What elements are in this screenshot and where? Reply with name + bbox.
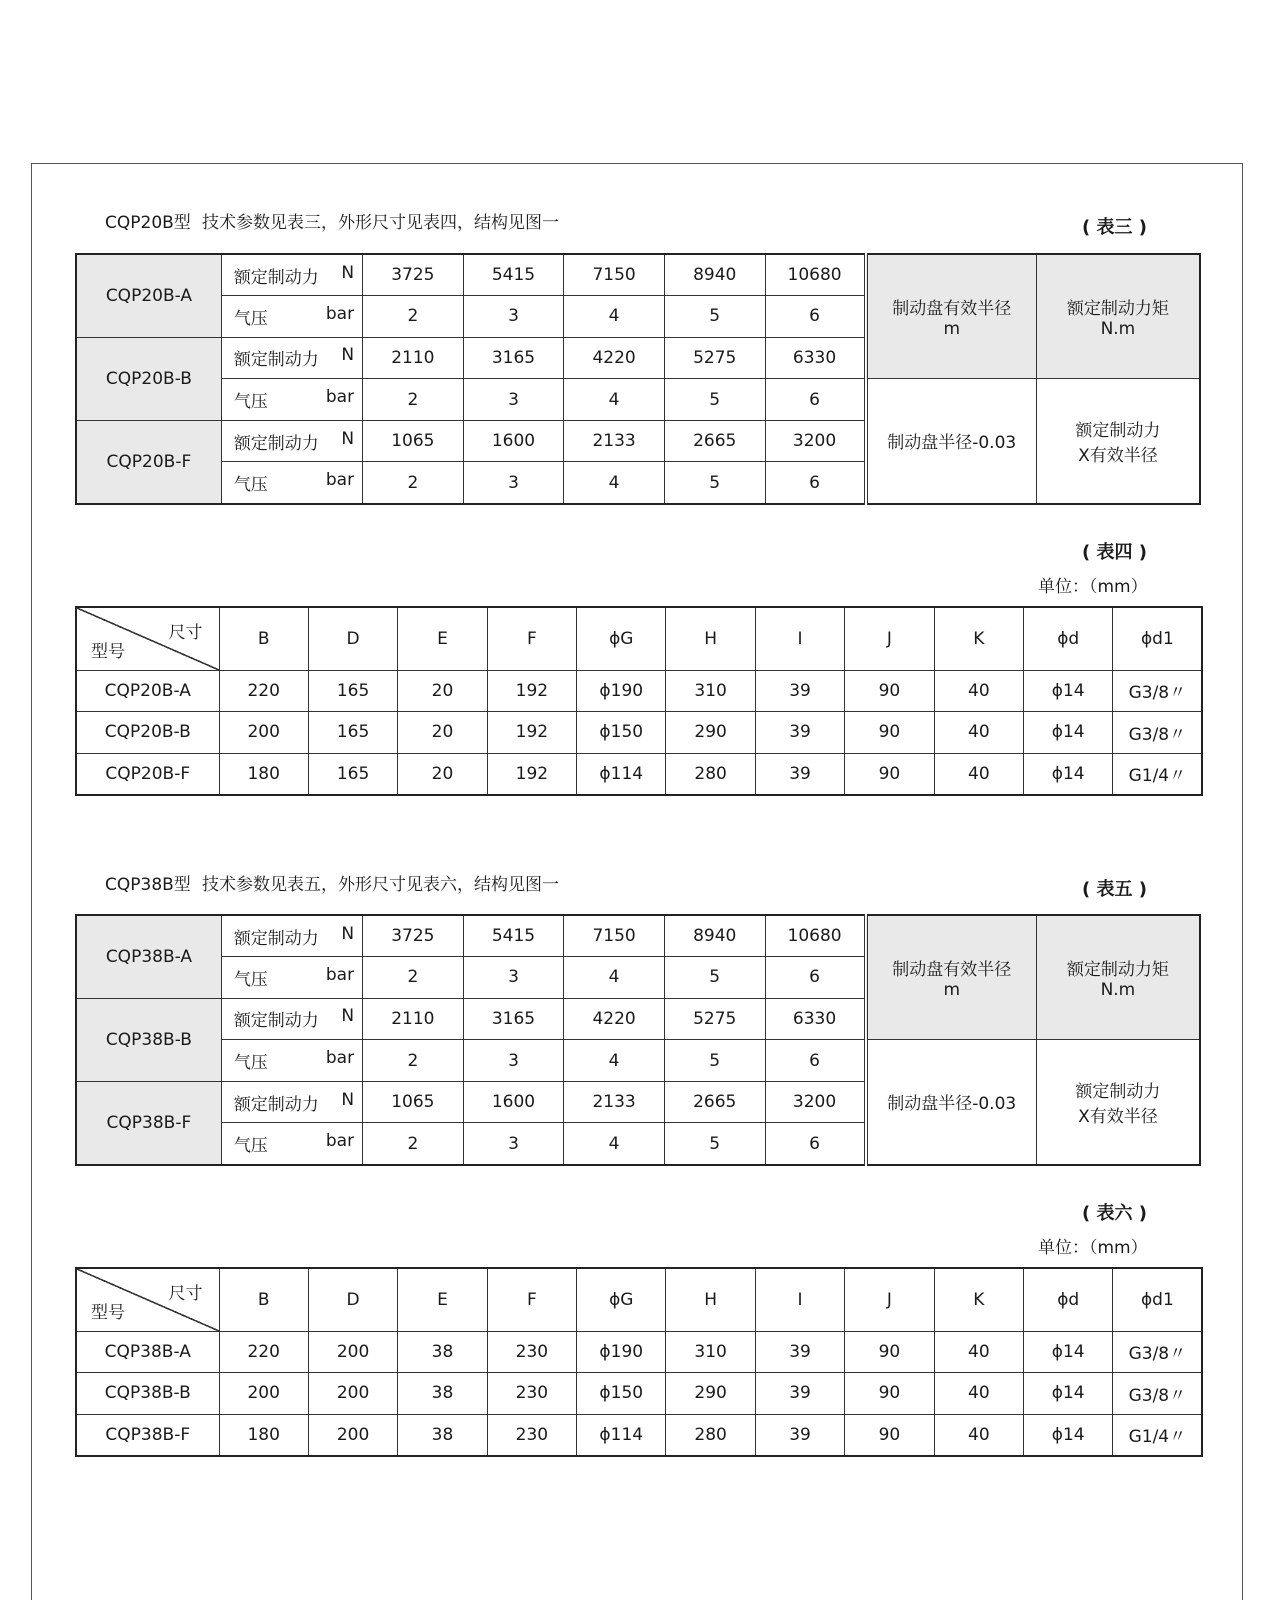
- dimension-value: ϕ14: [1024, 753, 1113, 795]
- pressure-value: 5: [664, 1040, 765, 1082]
- pressure-label: 气压: [233, 969, 268, 990]
- dim-table-wrap-1: [75, 606, 1201, 796]
- effective-radius-formula: 制动盘半径-0.03: [866, 1040, 1037, 1165]
- rated-torque-formula: [1036, 1040, 1200, 1165]
- force-label: 额定制动力: [233, 1011, 319, 1032]
- pressure-label: 气压: [233, 392, 268, 413]
- pressure-value: 3: [463, 1123, 564, 1165]
- dimension-value: ϕ14: [1024, 1331, 1113, 1373]
- column-header: H: [666, 1268, 755, 1331]
- rated-torque-header: [1036, 915, 1200, 1040]
- dimension-value: 90: [845, 670, 934, 712]
- effective-radius-header: [866, 915, 1037, 1040]
- force-unit: N: [341, 262, 355, 283]
- model-cell: CQP38B-F: [76, 1081, 221, 1164]
- corner-label-size: 尺寸: [168, 623, 203, 643]
- force-unit: N: [341, 923, 355, 944]
- rated-torque-title: 额定制动力矩: [1066, 960, 1169, 981]
- force-value: 6330: [765, 337, 866, 379]
- table-row: [76, 712, 1202, 754]
- pressure-value: 2: [363, 957, 464, 999]
- force-value: 1065: [363, 420, 464, 462]
- pressure-unit: bar: [325, 1131, 355, 1152]
- force-unit: N: [341, 1089, 355, 1110]
- pressure-value: 3: [463, 379, 564, 421]
- column-header: E: [398, 607, 487, 670]
- dimension-value: 180: [219, 1414, 308, 1456]
- rated-torque-unit: N.m: [1100, 980, 1136, 1001]
- header-corner-cell: [76, 1268, 219, 1331]
- force-value: 5415: [463, 915, 564, 957]
- force-value: 4220: [564, 337, 665, 379]
- force-value: 3200: [765, 420, 866, 462]
- effective-radius-unit: m: [943, 319, 960, 340]
- dimension-value: 230: [487, 1331, 576, 1373]
- rated-torque-formula-line1: 额定制动力: [1075, 420, 1161, 441]
- force-value: 5415: [463, 254, 564, 296]
- dimension-value: ϕ14: [1024, 1373, 1113, 1415]
- dimension-value: 90: [845, 712, 934, 754]
- section-heading-cqp20b: [75, 208, 559, 233]
- rated-torque-formula-line1: 额定制动力: [1075, 1081, 1161, 1102]
- pressure-value: 3: [463, 462, 564, 504]
- pressure-value: 4: [564, 1123, 665, 1165]
- column-header: B: [219, 1268, 308, 1331]
- column-header: I: [755, 607, 844, 670]
- dimension-value: 38: [398, 1414, 487, 1456]
- pressure-value: 3: [463, 296, 564, 338]
- dimension-value: 39: [755, 712, 844, 754]
- pressure-label-cell: [221, 296, 362, 338]
- rated-torque-unit: N.m: [1100, 319, 1136, 340]
- dimension-value: 290: [666, 1373, 755, 1415]
- dimension-value: 39: [755, 753, 844, 795]
- param-table: [75, 253, 1201, 505]
- dimension-value: ϕ190: [577, 1331, 666, 1373]
- column-header: B: [219, 607, 308, 670]
- force-label: 额定制动力: [233, 267, 319, 288]
- pressure-value: 6: [765, 379, 866, 421]
- effective-radius-unit: m: [943, 980, 960, 1001]
- dimension-value: 20: [398, 753, 487, 795]
- force-value: 2110: [363, 337, 464, 379]
- section-model: CQP38B型: [105, 875, 191, 895]
- pressure-label-cell: [221, 1123, 362, 1165]
- pressure-value: 4: [564, 379, 665, 421]
- force-label-cell: [221, 1081, 362, 1123]
- force-value: 3200: [765, 1081, 866, 1123]
- force-value: 7150: [564, 254, 665, 296]
- rated-torque-formula-line2: X有效半径: [1078, 1106, 1158, 1127]
- dimension-value: G1/4〃: [1113, 753, 1202, 795]
- dimension-value: 40: [934, 753, 1023, 795]
- dimension-value: 192: [487, 670, 576, 712]
- force-label-cell: [221, 915, 362, 957]
- pressure-label-cell: [221, 957, 362, 999]
- dimension-value: ϕ14: [1024, 1414, 1113, 1456]
- model-cell: CQP20B-A: [76, 670, 219, 712]
- force-value: 6330: [765, 998, 866, 1040]
- dimension-value: 40: [934, 1331, 1023, 1373]
- dimension-value: G3/8〃: [1113, 1331, 1202, 1373]
- force-value: 10680: [765, 254, 866, 296]
- dimension-value: 290: [666, 712, 755, 754]
- pressure-value: 2: [363, 1040, 464, 1082]
- dimension-value: 200: [308, 1373, 397, 1415]
- column-header: ϕd1: [1113, 607, 1202, 670]
- param-table-wrap-2: [75, 914, 1201, 1166]
- pressure-value: 5: [664, 1123, 765, 1165]
- pressure-label: 气压: [233, 1136, 268, 1157]
- pressure-value: 5: [664, 462, 765, 504]
- dimension-value: 165: [308, 712, 397, 754]
- table-row: [76, 670, 1202, 712]
- pressure-value: 5: [664, 296, 765, 338]
- column-header: ϕd: [1024, 1268, 1113, 1331]
- force-label-cell: [221, 998, 362, 1040]
- model-cell: CQP38B-B: [76, 1373, 219, 1415]
- force-value: 10680: [765, 915, 866, 957]
- force-value: 3165: [463, 998, 564, 1040]
- corner-label-size: 尺寸: [168, 1284, 203, 1304]
- dimension-value: ϕ150: [577, 712, 666, 754]
- pressure-value: 6: [765, 296, 866, 338]
- pressure-label-cell: [221, 1040, 362, 1082]
- dimension-value: ϕ150: [577, 1373, 666, 1415]
- rated-torque-title: 额定制动力矩: [1066, 299, 1169, 320]
- effective-radius-header: [866, 254, 1037, 379]
- model-cell: CQP38B-F: [76, 1414, 219, 1456]
- table-tag-4: ( 表四 ): [1082, 542, 1147, 563]
- column-header: ϕG: [577, 607, 666, 670]
- dimension-value: 165: [308, 670, 397, 712]
- pressure-value: 3: [463, 957, 564, 999]
- dimension-value: 230: [487, 1414, 576, 1456]
- pressure-unit: bar: [325, 964, 355, 985]
- pressure-label-cell: [221, 462, 362, 504]
- pressure-value: 3: [463, 1040, 564, 1082]
- dimension-value: G3/8〃: [1113, 670, 1202, 712]
- column-header: D: [308, 1268, 397, 1331]
- dimension-value: 220: [219, 1331, 308, 1373]
- column-header: E: [398, 1268, 487, 1331]
- dimension-value: 40: [934, 712, 1023, 754]
- column-header: ϕd: [1024, 607, 1113, 670]
- table-row: [76, 1414, 1202, 1456]
- force-value: 4220: [564, 998, 665, 1040]
- section-model: CQP20B型: [105, 213, 191, 233]
- force-label: 额定制动力: [233, 1094, 319, 1115]
- column-header: F: [487, 1268, 576, 1331]
- force-value: 8940: [664, 254, 765, 296]
- param-table-wrap-1: [75, 253, 1201, 505]
- section-description: 技术参数见表五，外形尺寸见表六，结构见图一: [202, 875, 559, 895]
- dimension-value: 165: [308, 753, 397, 795]
- dimension-value: 230: [487, 1373, 576, 1415]
- pressure-value: 2: [363, 379, 464, 421]
- column-header: J: [845, 1268, 934, 1331]
- pressure-label: 气压: [233, 1053, 268, 1074]
- dimension-value: 180: [219, 753, 308, 795]
- dimension-value: 39: [755, 1414, 844, 1456]
- pressure-unit: bar: [325, 470, 355, 491]
- model-cell: CQP38B-B: [76, 998, 221, 1081]
- force-value: 3725: [363, 254, 464, 296]
- dimension-value: 200: [308, 1414, 397, 1456]
- column-header: H: [666, 607, 755, 670]
- dimension-value: 39: [755, 1331, 844, 1373]
- dimension-value: 192: [487, 753, 576, 795]
- dimension-value: 20: [398, 712, 487, 754]
- force-value: 2133: [564, 1081, 665, 1123]
- dimension-value: ϕ114: [577, 753, 666, 795]
- force-value: 2665: [664, 420, 765, 462]
- force-unit: N: [341, 428, 355, 449]
- dimension-value: 200: [219, 712, 308, 754]
- pressure-unit: bar: [325, 1048, 355, 1069]
- corner-label-model: 型号: [91, 641, 125, 662]
- pressure-value: 2: [363, 462, 464, 504]
- rated-torque-formula-line2: X有效半径: [1078, 445, 1158, 466]
- dimension-table: [75, 1267, 1203, 1457]
- model-cell: CQP38B-A: [76, 915, 221, 998]
- dimension-value: 90: [845, 1414, 934, 1456]
- dimension-value: 90: [845, 753, 934, 795]
- pressure-label: 气压: [233, 475, 268, 496]
- force-label: 额定制动力: [233, 350, 319, 371]
- force-value: 1065: [363, 1081, 464, 1123]
- force-value: 5275: [664, 998, 765, 1040]
- pressure-value: 6: [765, 1123, 866, 1165]
- force-value: 2133: [564, 420, 665, 462]
- model-cell: CQP20B-F: [76, 420, 221, 503]
- dimension-value: G3/8〃: [1113, 712, 1202, 754]
- table-row: [76, 1331, 1202, 1373]
- force-value: 2665: [664, 1081, 765, 1123]
- force-value: 1600: [463, 420, 564, 462]
- table-tag-5: ( 表五 ): [1082, 879, 1147, 900]
- pressure-value: 4: [564, 1040, 665, 1082]
- pressure-value: 5: [664, 957, 765, 999]
- dimension-value: 310: [666, 670, 755, 712]
- column-header: F: [487, 607, 576, 670]
- force-label-cell: [221, 254, 362, 296]
- dimension-value: G3/8〃: [1113, 1373, 1202, 1415]
- pressure-label: 气压: [233, 308, 268, 329]
- dimension-value: 200: [308, 1331, 397, 1373]
- force-label: 额定制动力: [233, 928, 319, 949]
- dimension-value: ϕ14: [1024, 712, 1113, 754]
- dimension-value: 20: [398, 670, 487, 712]
- param-table: [75, 914, 1201, 1166]
- force-label: 额定制动力: [233, 433, 319, 454]
- dimension-value: 90: [845, 1373, 934, 1415]
- pressure-label-cell: [221, 379, 362, 421]
- unit-label: 单位：（mm）: [1038, 1238, 1148, 1258]
- pressure-value: 4: [564, 957, 665, 999]
- dimension-value: G1/4〃: [1113, 1414, 1202, 1456]
- corner-label-model: 型号: [91, 1302, 125, 1323]
- pressure-value: 6: [765, 1040, 866, 1082]
- column-header: ϕd1: [1113, 1268, 1202, 1331]
- model-cell: CQP20B-B: [76, 337, 221, 420]
- model-cell: CQP38B-A: [76, 1331, 219, 1373]
- effective-radius-formula: 制动盘半径-0.03: [866, 379, 1037, 504]
- pressure-value: 6: [765, 462, 866, 504]
- table-row: [76, 753, 1202, 795]
- model-cell: CQP20B-A: [76, 254, 221, 337]
- unit-label: 单位：（mm）: [1038, 577, 1148, 597]
- force-label-cell: [221, 420, 362, 462]
- dimension-value: 280: [666, 1414, 755, 1456]
- dimension-value: 39: [755, 1373, 844, 1415]
- dim-table-wrap-2: [75, 1267, 1201, 1457]
- pressure-value: 4: [564, 462, 665, 504]
- force-unit: N: [341, 1006, 355, 1027]
- column-header: K: [934, 607, 1023, 670]
- pressure-value: 6: [765, 957, 866, 999]
- section-description: 技术参数见表三，外形尺寸见表四，结构见图一: [202, 213, 559, 233]
- dimension-value: 280: [666, 753, 755, 795]
- column-header: D: [308, 607, 397, 670]
- dimension-value: 90: [845, 1331, 934, 1373]
- dimension-value: ϕ114: [577, 1414, 666, 1456]
- pressure-value: 2: [363, 296, 464, 338]
- force-value: 8940: [664, 915, 765, 957]
- rated-torque-header: [1036, 254, 1200, 379]
- effective-radius-title: 制动盘有效半径: [892, 299, 1012, 320]
- pressure-unit: bar: [325, 303, 355, 324]
- column-header: ϕG: [577, 1268, 666, 1331]
- dimension-value: ϕ14: [1024, 670, 1113, 712]
- dimension-value: 39: [755, 670, 844, 712]
- dimension-table: [75, 606, 1203, 796]
- dimension-value: 192: [487, 712, 576, 754]
- force-value: 3165: [463, 337, 564, 379]
- force-value: 7150: [564, 915, 665, 957]
- dimension-value: 40: [934, 1414, 1023, 1456]
- force-value: 3725: [363, 915, 464, 957]
- rated-torque-formula: [1036, 379, 1200, 504]
- column-header: I: [755, 1268, 844, 1331]
- model-cell: CQP20B-F: [76, 753, 219, 795]
- table-row: [76, 1373, 1202, 1415]
- pressure-value: 2: [363, 1123, 464, 1165]
- dimension-value: 38: [398, 1373, 487, 1415]
- force-unit: N: [341, 345, 355, 366]
- table-tag-6: ( 表六 ): [1082, 1203, 1147, 1224]
- dimension-value: 200: [219, 1373, 308, 1415]
- section-heading-cqp38b: [75, 870, 559, 895]
- force-value: 1600: [463, 1081, 564, 1123]
- header-corner-cell: [76, 607, 219, 670]
- dimension-value: 40: [934, 1373, 1023, 1415]
- table-tag-3: ( 表三 ): [1082, 217, 1147, 238]
- dimension-value: 310: [666, 1331, 755, 1373]
- force-value: 5275: [664, 337, 765, 379]
- dimension-value: ϕ190: [577, 670, 666, 712]
- pressure-value: 5: [664, 379, 765, 421]
- force-value: 2110: [363, 998, 464, 1040]
- model-cell: CQP20B-B: [76, 712, 219, 754]
- column-header: K: [934, 1268, 1023, 1331]
- pressure-unit: bar: [325, 387, 355, 408]
- effective-radius-title: 制动盘有效半径: [892, 960, 1012, 981]
- dimension-value: 40: [934, 670, 1023, 712]
- column-header: J: [845, 607, 934, 670]
- dimension-value: 38: [398, 1331, 487, 1373]
- dimension-value: 220: [219, 670, 308, 712]
- pressure-value: 4: [564, 296, 665, 338]
- force-label-cell: [221, 337, 362, 379]
